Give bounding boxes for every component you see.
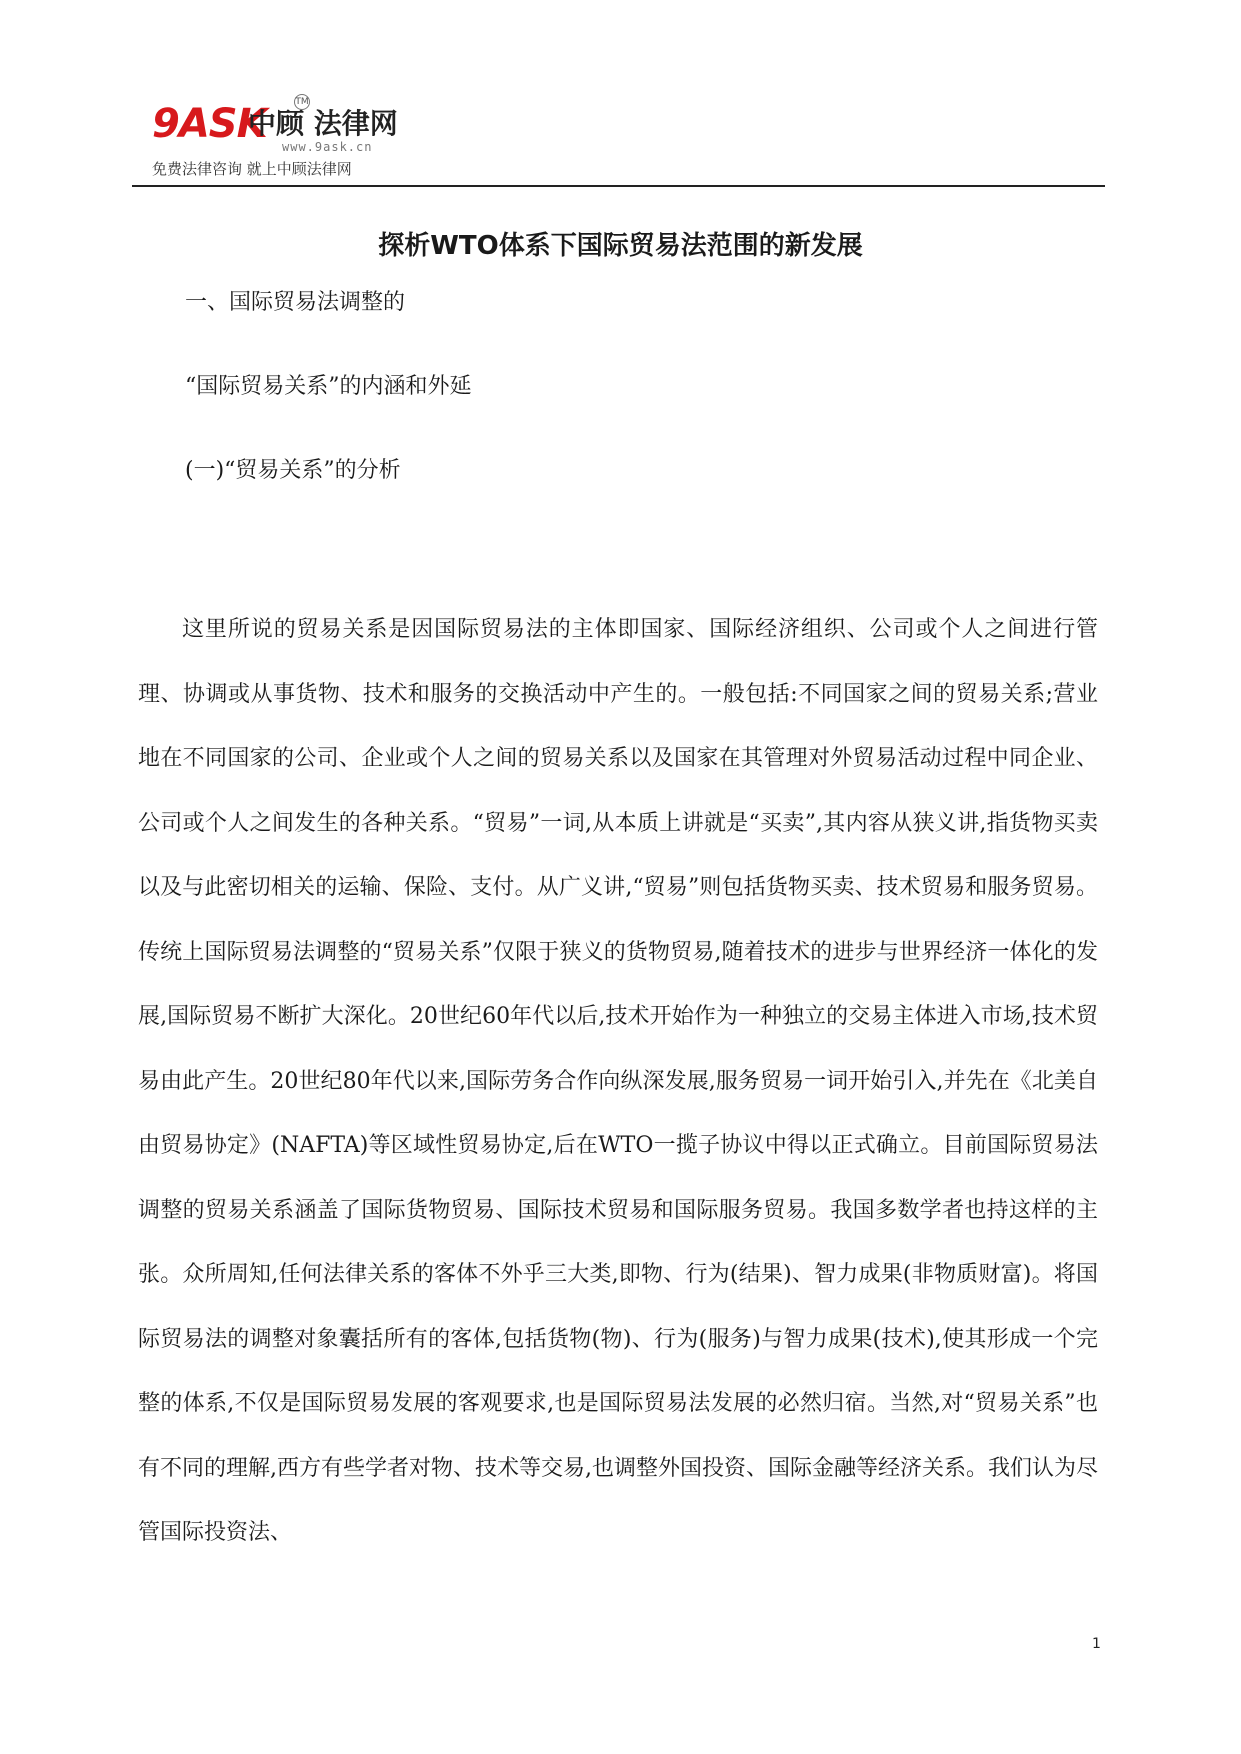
logo-url: www.9ask.cn — [282, 140, 373, 154]
section-heading-1: 一、国际贸易法调整的 — [185, 290, 406, 315]
logo-slogan: 免费法律咨询 就上中顾法律网 — [152, 160, 352, 178]
body-paragraph: 这里所说的贸易关系是因国际贸易法的主体即国家、国际经济组织、公司或个人之间进行管理、协调或从事货物、技术和服务的交换活动中产生的。一般包括:不同国家之间的贸易关系;营业地在不同国家的公司、企业或个人之间的贸易关系以及国家在其管理对外贸易活动过程中同企业、公司或个人之间发生的各种关系。“贸易”一词,从本质上讲就是“买卖”,其内容从狭义讲,指货物买卖以及与此密切相关的运输、保险、支付。从广义讲,“贸易”则包括货物买卖、技术贸易和服务贸易。传统上国际贸易法调整的“贸易关系”仅限于狭义的货物贸易,随着技术的进步与世界经济一体化的发展,国际贸易不断扩大深化。20世纪60年代以后,技术开始作为一种独立的交易主体进入市场,技术贸易由此产生。20世纪80年代以来,国际劳务合作向纵深发展,服务贸易一词开始引入,并先在《北美自由贸易协定》(NAFTA)等区域性贸易协定,后在WTO一揽子协议中得以正式确立。目前国际贸易法调整的贸易关系涵盖了国际货物贸易、国际技术贸易和国际服务贸易。我国多数学者也持这样的主张。众所周知,任何法律关系的客体不外乎三大类,即物、行为(结果)、智力成果(非物质财富)。将国际贸易法的调整对象囊括所有的客体,包括货物(物)、行为(服务)与智力成果(技术),使其形成一个完整的体系,不仅是国际贸易发展的客观要求,也是国际贸易法发展的必然归宿。当然,对“贸易关系”也有不同的理解,西方有些学者对物、技术等交易,也调整外国投资、国际金融等经济关系。我们认为尽管国际投资法、 — [138, 617, 1098, 1545]
document-title: 探析WTO体系下国际贸易法范围的新发展 — [378, 231, 863, 261]
subsection-heading: (一)“贸易关系”的分析 — [185, 458, 401, 483]
logo-chinese-name: 中顾 法律网 — [248, 107, 398, 140]
section-heading-2: “国际贸易关系”的内涵和外延 — [185, 374, 472, 399]
logo-mark: 9ASK — [152, 101, 267, 147]
site-logo[interactable] — [152, 92, 412, 182]
trademark-badge: TM — [294, 94, 310, 110]
header-divider — [132, 185, 1105, 187]
page-number: 1 — [1092, 1636, 1101, 1652]
